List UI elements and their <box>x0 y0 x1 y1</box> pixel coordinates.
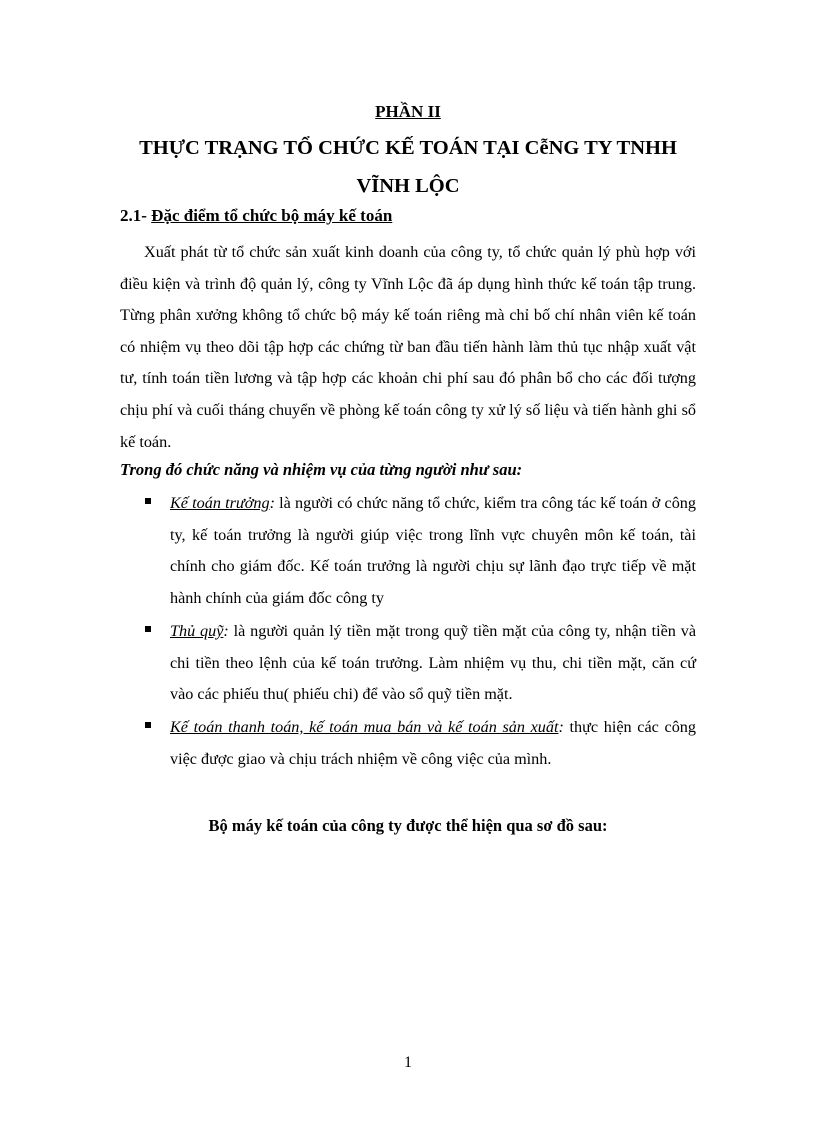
section-title: Đặc điểm tổ chức bộ máy kế toán <box>151 206 393 225</box>
diagram-caption: Bộ máy kế toán của công ty được thể hiện qua sơ đồ sau: <box>208 816 608 835</box>
part-label: PHẦN II <box>375 102 441 121</box>
role-name: Kế toán trưởng <box>170 494 270 512</box>
role-description: thực hiện các công việc được giao và chịu trách nhiệm về công việc của mình. <box>170 718 696 768</box>
square-bullet-icon <box>145 722 151 728</box>
body-paragraph: Xuất phát từ tổ chức sản xuất kinh doanh của công ty, tổ chức quản lý phù hợp với điều kiện và trình độ quản lý, công ty Vĩnh Lộc đã áp dụng hình thức kế toán tập trung. Từng phân xưởng không tổ chức bộ máy kế toán riêng mà chỉ bố chí nhân viên kế toán có nhiệm vụ theo dõi tập hợp các chứng từ ban đầu tiến hành làm thủ tục nhập xuất vật tư, tính toán tiền lương và tập hợp các khoản chi phí sau đó phân bổ cho các đối tượng chịu phí và cuối tháng chuyển về phòng kế toán công ty xử lý số liệu và tiến hành ghi sổ kế toán. <box>120 243 696 451</box>
page-number: 1 <box>404 1054 412 1071</box>
list-item-text: Kế toán trưởng: là người có chức năng tổ chức, kiểm tra công tác kế toán ở công ty, kế toán trưởng là người giúp việc trong lĩnh vực chuyên môn kế toán, tài chính cho giám đốc. Kế toán trưởng là người chịu sự lãnh đạo trực tiếp về mặt hành chính của giám đốc công ty <box>170 494 696 607</box>
square-bullet-icon <box>145 498 151 504</box>
square-bullet-icon <box>145 626 151 632</box>
roles-intro: Trong đó chức năng và nhiệm vụ của từng người như sau: <box>120 460 523 479</box>
section-heading <box>120 206 392 226</box>
chapter-title-line1: THỰC TRẠNG TỔ CHỨC KẾ TOÁN TẠI CễNG TY TNHH <box>139 137 677 159</box>
chapter-title-line2: VĨNH LỘC <box>356 175 460 197</box>
role-description: là người quản lý tiền mặt trong quỹ tiền mặt của công ty, nhận tiền và chi tiền theo lệnh của kế toán trưởng. Làm nhiệm vụ thu, chi tiền mặt, căn cứ vào các phiếu thu( phiếu chi) để vào sổ quỹ tiền mặt. <box>170 622 696 704</box>
role-name: Thủ quỹ <box>170 622 224 640</box>
role-name: Kế toán thanh toán, kế toán mua bán và kế toán sản xuất <box>170 718 559 736</box>
list-item-text: Thủ quỹ: là người quản lý tiền mặt trong quỹ tiền mặt của công ty, nhận tiền và chi tiền theo lệnh của kế toán trưởng. Làm nhiệm vụ thu, chi tiền mặt, căn cứ vào các phiếu thu( phiếu chi) để vào sổ quỹ tiền mặt. <box>170 622 696 704</box>
list-item-text: Kế toán thanh toán, kế toán mua bán và kế toán sản xuất: thực hiện các công việc được giao và chịu trách nhiệm về công việc của mình. <box>170 718 696 768</box>
role-description: là người có chức năng tổ chức, kiểm tra công tác kế toán ở công ty, kế toán trưởng là người giúp việc trong lĩnh vực chuyên môn kế toán, tài chính cho giám đốc. Kế toán trưởng là người chịu sự lãnh đạo trực tiếp về mặt hành chính của giám đốc công ty <box>170 494 696 607</box>
section-number: 2.1- <box>120 206 152 225</box>
